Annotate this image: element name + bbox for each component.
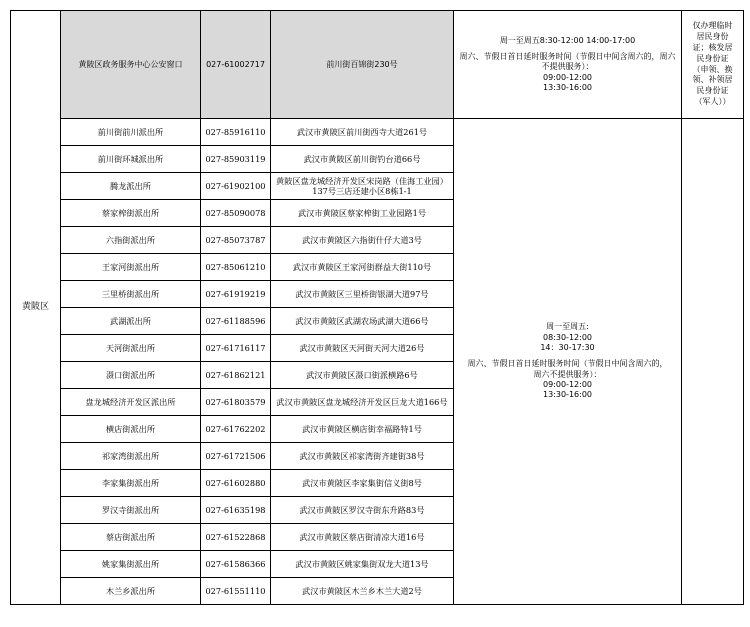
station-address: 武汉市黄陂区武湖农场武湖大道66号 bbox=[271, 308, 454, 335]
station-address: 武汉市黄陂区姚家集街双龙大道13号 bbox=[271, 551, 454, 578]
stations-hours-line: 09:00-12:00 bbox=[543, 380, 592, 390]
station-phone: 027-61803579 bbox=[201, 389, 271, 416]
station-phone: 027-85061210 bbox=[201, 254, 271, 281]
station-name: 王家河街派出所 bbox=[61, 254, 201, 281]
station-name: 横店街派出所 bbox=[61, 416, 201, 443]
station-name: 李家集街派出所 bbox=[61, 470, 201, 497]
station-address: 武汉市黄陂区王家河街群益大街110号 bbox=[271, 254, 454, 281]
station-phone: 027-85090078 bbox=[201, 200, 271, 227]
scope-note-line: 居民身份 bbox=[696, 32, 729, 42]
station-address: 武汉市黄陂区木兰乡木兰大道2号 bbox=[271, 578, 454, 605]
service-center-address: 前川街百锦街230号 bbox=[271, 11, 454, 119]
station-name: 武湖派出所 bbox=[61, 308, 201, 335]
stations-hours-line: 14：30-17:30 bbox=[540, 342, 595, 352]
service-center-hours-line: 13:30-16:00 bbox=[543, 83, 592, 93]
station-name: 腾龙派出所 bbox=[61, 173, 201, 200]
station-name: 六指街派出所 bbox=[61, 227, 201, 254]
station-name: 蔡家榨街派出所 bbox=[61, 200, 201, 227]
station-name: 蔡店街派出所 bbox=[61, 524, 201, 551]
stations-hours-line: 08:30-12:00 bbox=[543, 332, 592, 342]
station-address: 武汉市黄陂区祁家湾街齐建街38号 bbox=[271, 443, 454, 470]
scope-note-line: 证；核发居 bbox=[692, 42, 733, 52]
station-phone: 027-61602880 bbox=[201, 470, 271, 497]
station-name: 前川街环城派出所 bbox=[61, 146, 201, 173]
station-address: 武汉市黄陂区六指街什仔大道3号 bbox=[271, 227, 454, 254]
service-center-row bbox=[11, 11, 744, 119]
scope-note-line: 民身份证 bbox=[696, 86, 729, 96]
service-center-name: 黄陂区政务服务中心公安窗口 bbox=[61, 11, 201, 119]
station-name: 木兰乡派出所 bbox=[61, 578, 201, 605]
service-center-hours bbox=[454, 11, 682, 119]
station-address: 武汉市黄陂区前川街钓台道66号 bbox=[271, 146, 454, 173]
station-phone: 027-61188596 bbox=[201, 308, 271, 335]
station-name: 前川街前川派出所 bbox=[61, 119, 201, 146]
stations-hours-line: 13:30-16:00 bbox=[543, 390, 592, 400]
station-address: 武汉市黄陂区滠口街派横路6号 bbox=[271, 362, 454, 389]
scope-note-line: 领、补领居 bbox=[692, 75, 733, 85]
station-address: 武汉市黄陂区盘龙城经济开发区巨龙大道166号 bbox=[271, 389, 454, 416]
scope-note bbox=[682, 11, 744, 119]
station-phone: 027-61551110 bbox=[201, 578, 271, 605]
station-phone: 027-61586366 bbox=[201, 551, 271, 578]
service-center-hours-line: 周一至周五8:30-12:00 14:00-17:00 bbox=[499, 35, 636, 45]
station-name: 姚家集街派出所 bbox=[61, 551, 201, 578]
station-name: 盘龙城经济开发区派出所 bbox=[61, 389, 201, 416]
station-address: 武汉市黄陂区蔡店街清凉大道16号 bbox=[271, 524, 454, 551]
station-phone: 027-85916110 bbox=[201, 119, 271, 146]
scope-note-line: 民身份证 bbox=[696, 53, 729, 63]
stations-hours-line: 周一至周五: bbox=[546, 322, 589, 332]
station-address: 武汉市黄陂区前川街西寺大道261号 bbox=[271, 119, 454, 146]
office-table bbox=[10, 10, 744, 605]
station-address: 黄陂区盘龙城经济开发区宋岗路（佳海工业园）137号三店还建小区8栋1-1 bbox=[271, 173, 454, 200]
station-phone: 027-61902100 bbox=[201, 173, 271, 200]
stations-hours-line: 周六、节假日首日延时服务时间（节假日中间含周六的， bbox=[467, 359, 668, 369]
station-address: 武汉市黄陂区横店街幸福路特1号 bbox=[271, 416, 454, 443]
station-phone: 027-61721506 bbox=[201, 443, 271, 470]
service-center-hours-line: 周六、节假日首日延时服务时间（节假日中间含周六的，周六不提供服务）： bbox=[459, 51, 676, 72]
station-name: 滠口街派出所 bbox=[61, 362, 201, 389]
station-address: 武汉市黄陂区蔡家榨街工业园路1号 bbox=[271, 200, 454, 227]
station-phone: 027-85903119 bbox=[201, 146, 271, 173]
scope-blank-cell bbox=[682, 119, 744, 605]
station-phone: 027-61522868 bbox=[201, 524, 271, 551]
station-name: 祁家湾街派出所 bbox=[61, 443, 201, 470]
scope-note-line: 仅办理临时 bbox=[692, 21, 733, 31]
stations-hours bbox=[454, 119, 682, 605]
station-address: 武汉市黄陂区李家集街信义街8号 bbox=[271, 470, 454, 497]
station-address: 武汉市黄陂区三里桥街银湖大道97号 bbox=[271, 281, 454, 308]
station-phone: 027-85073787 bbox=[201, 227, 271, 254]
district-cell: 黄陂区 bbox=[11, 11, 61, 605]
service-center-phone: 027-61002717 bbox=[201, 11, 271, 119]
table-row bbox=[11, 119, 744, 146]
station-phone: 027-61716117 bbox=[201, 335, 271, 362]
station-phone: 027-61635198 bbox=[201, 497, 271, 524]
scope-note-line: （申领、换 bbox=[692, 64, 733, 74]
stations-hours-line: 周六不提供服务）： bbox=[533, 369, 602, 379]
station-phone: 027-61762202 bbox=[201, 416, 271, 443]
station-address: 武汉市黄陂区罗汉寺街东升路83号 bbox=[271, 497, 454, 524]
station-name: 罗汉寺街派出所 bbox=[61, 497, 201, 524]
station-name: 三里桥街派出所 bbox=[61, 281, 201, 308]
station-name: 天河街派出所 bbox=[61, 335, 201, 362]
service-center-hours-line: 09:00-12:00 bbox=[543, 72, 592, 82]
station-address: 武汉市黄陂区天河街天河大道26号 bbox=[271, 335, 454, 362]
station-phone: 027-61919219 bbox=[201, 281, 271, 308]
scope-note-line: （军人）） bbox=[694, 96, 731, 106]
station-phone: 027-61862121 bbox=[201, 362, 271, 389]
